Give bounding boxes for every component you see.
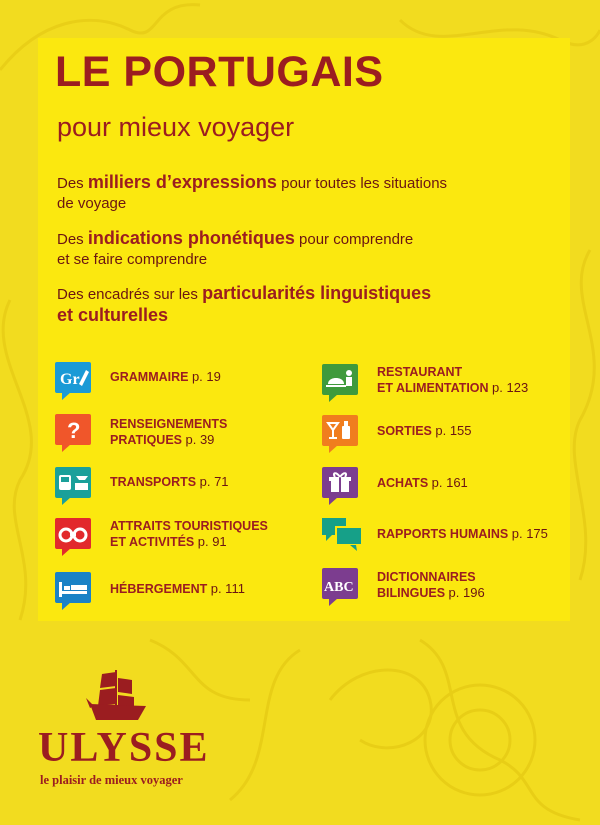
section-name: ET ACTIVITÉS xyxy=(110,535,195,549)
chat-icon xyxy=(322,518,364,552)
section-attractions[interactable] xyxy=(55,518,295,558)
section-label xyxy=(110,369,221,385)
section-name: SORTIES xyxy=(377,424,432,438)
section-page: p. 19 xyxy=(191,369,221,384)
section-page: p. 161 xyxy=(431,475,468,490)
section-name: TRANSPORTS xyxy=(110,475,197,489)
section-page: p. 111 xyxy=(210,581,245,596)
section-page: p. 71 xyxy=(199,474,229,489)
feature-highlight: milliers d’expressions xyxy=(87,172,277,192)
section-name: GRAMMAIRE xyxy=(110,370,189,384)
brand-tagline: le plaisir de mieux voyager xyxy=(40,773,183,787)
transport-icon xyxy=(55,467,91,498)
question-icon xyxy=(55,414,91,445)
feature-text: et se faire comprendre xyxy=(57,251,208,268)
section-label xyxy=(377,364,528,396)
brand-logo: ULYSSE xyxy=(38,725,210,771)
section-page: p. 196 xyxy=(448,585,485,600)
feature-text: Des xyxy=(57,231,88,248)
section-page: p. 123 xyxy=(492,380,529,395)
section-outings[interactable] xyxy=(322,415,562,455)
section-name: ACHATS xyxy=(377,476,429,490)
section-name: PRATIQUES xyxy=(110,433,182,447)
section-label xyxy=(110,416,227,448)
section-human-relations[interactable] xyxy=(322,518,572,558)
section-accommodation[interactable] xyxy=(55,572,285,612)
feature-text: Des xyxy=(57,175,88,192)
section-name: RENSEIGNEMENTS xyxy=(110,417,228,431)
section-shopping[interactable] xyxy=(322,467,562,507)
bed-icon xyxy=(55,572,91,603)
page-title: LE PORTUGAIS xyxy=(55,48,384,96)
section-name: ATTRAITS TOURISTIQUES xyxy=(110,519,268,533)
section-transport[interactable] xyxy=(55,467,285,507)
feature-phonetics xyxy=(57,228,527,270)
section-name: BILINGUES xyxy=(377,586,446,600)
ship-logo-icon xyxy=(80,668,152,726)
section-label xyxy=(377,475,468,491)
feature-expressions xyxy=(57,172,527,214)
section-name: DICTIONNAIRES xyxy=(377,570,476,584)
feature-text: pour comprendre xyxy=(294,231,414,248)
section-label xyxy=(110,581,245,597)
section-label xyxy=(110,474,229,490)
grammar-icon xyxy=(55,362,91,393)
section-label xyxy=(377,526,548,542)
section-page: p. 155 xyxy=(435,423,472,438)
abc-icon-text: ABC xyxy=(324,580,354,595)
feature-text: de voyage xyxy=(57,195,127,212)
feature-text: Des encadrés sur les xyxy=(57,286,203,303)
abc-icon xyxy=(322,568,358,599)
section-name: RESTAURANT xyxy=(377,365,463,379)
feature-highlight: particularités linguistiques xyxy=(202,283,432,303)
section-label xyxy=(110,518,268,550)
section-practical-info[interactable] xyxy=(55,414,285,454)
section-restaurant[interactable] xyxy=(322,364,562,404)
section-dictionaries[interactable] xyxy=(322,568,562,608)
restaurant-icon xyxy=(322,364,358,395)
page-subtitle: pour mieux voyager xyxy=(57,112,295,142)
feature-cultural xyxy=(57,283,527,327)
gift-icon xyxy=(322,467,358,498)
grammar-icon-text: Gr xyxy=(60,371,80,388)
section-page: p. 175 xyxy=(511,526,548,541)
drinks-icon xyxy=(322,415,358,446)
section-label xyxy=(377,569,485,601)
section-page: p. 39 xyxy=(185,432,215,447)
feature-highlight: indications phonétiques xyxy=(87,228,295,248)
section-grammar[interactable] xyxy=(55,362,285,402)
section-name: RAPPORTS HUMAINS xyxy=(377,527,509,541)
binoculars-icon xyxy=(55,518,91,549)
section-page: p. 91 xyxy=(197,534,227,549)
section-name: HÉBERGEMENT xyxy=(110,582,208,596)
section-name: ET ALIMENTATION xyxy=(377,381,489,395)
question-icon-text: ? xyxy=(67,418,81,443)
feature-text: pour toutes les situations xyxy=(276,175,448,192)
feature-highlight: et culturelles xyxy=(57,305,169,325)
section-label xyxy=(377,423,472,439)
